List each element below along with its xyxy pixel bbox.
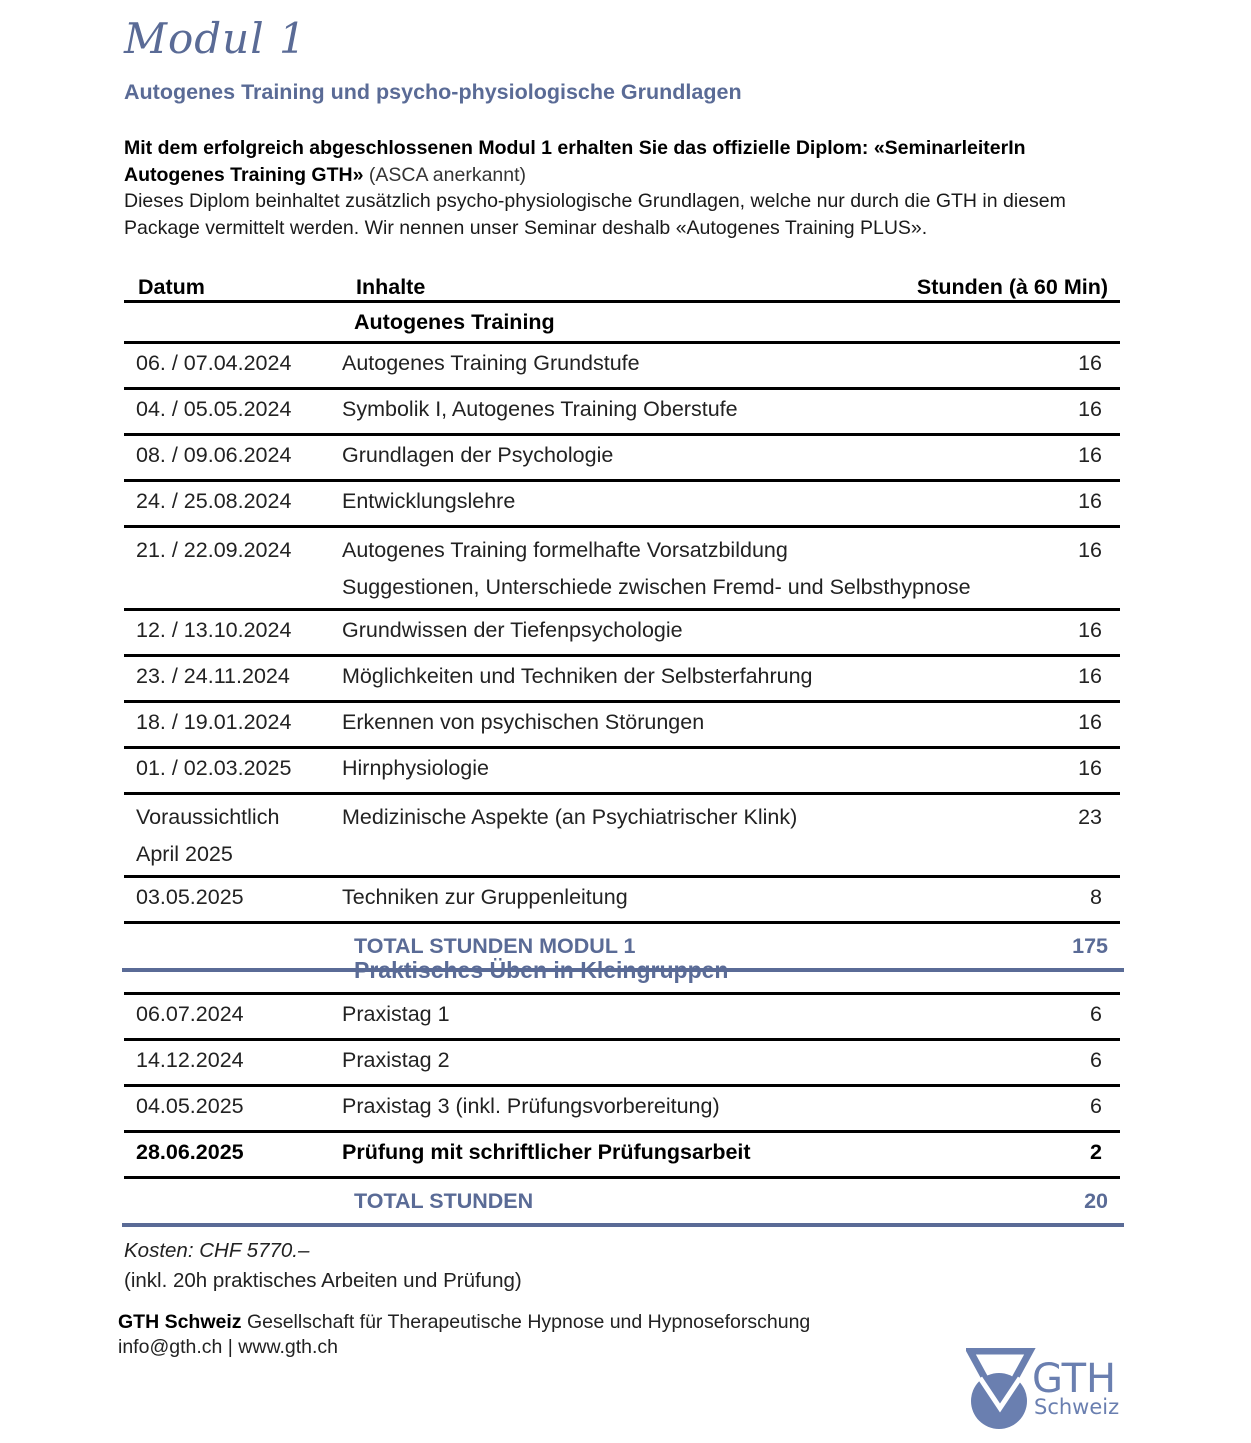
table-row (124, 436, 1120, 482)
row-date (124, 799, 342, 873)
row-content: Praxistag 2 (342, 1048, 450, 1072)
module-table (124, 270, 1120, 972)
page-title: Modul 1 (124, 14, 307, 63)
row-hours: 2 (1090, 1140, 1102, 1164)
website-link[interactable]: www.gth.ch (238, 1336, 338, 1358)
row-content: Techniken zur Gruppenleitung (342, 885, 628, 909)
row-hours: 16 (1078, 618, 1102, 642)
org-short-name: GTH Schweiz (118, 1311, 242, 1333)
table-row (124, 749, 1120, 795)
row-content: Grundlagen der Psychologie (342, 443, 614, 467)
row-hours: 16 (1078, 489, 1102, 513)
total-row-practice (122, 1179, 1124, 1227)
org-full-name: Gesellschaft für Therapeutische Hypnose und Hypnoseforschung (246, 1311, 811, 1333)
row-content: Autogenes Training Grundstufe (342, 351, 640, 375)
row-hours: 16 (1078, 538, 1102, 562)
row-date: 06.07.2024 (136, 1002, 244, 1026)
row-date: 14.12.2024 (136, 1048, 244, 1072)
row-date-line-2: April 2025 (136, 842, 233, 866)
table-row (124, 795, 1120, 878)
price: Kosten: CHF 5770.– (124, 1239, 310, 1262)
table-row (124, 878, 1120, 924)
diploma-description: Dieses Diplom beinhaltet zusätzlich psycho-physiologische Grundlagen, welche nur durch die GTH in diesem Package vermittelt werden. Wir nennen unser Seminar deshalb «Autogenes Training PLUS». (124, 190, 1066, 239)
total-value: 20 (1084, 1188, 1108, 1213)
footer (118, 1310, 810, 1360)
row-hours: 8 (1090, 885, 1102, 909)
section-heading: Praktisches Üben in Kleingruppen (354, 956, 729, 983)
row-hours: 6 (1090, 1094, 1102, 1118)
row-date-line-1: Voraussichtlich (136, 805, 280, 829)
row-date: 28.06.2025 (136, 1140, 244, 1164)
section-heading: Autogenes Training (354, 309, 555, 334)
total-label: TOTAL STUNDEN MODUL 1 (354, 933, 636, 958)
row-content: Entwicklungslehre (342, 489, 516, 513)
row-date: 12. / 13.10.2024 (136, 618, 292, 642)
table-row (124, 1087, 1120, 1133)
row-hours: 16 (1078, 664, 1102, 688)
row-content: Erkennen von psychischen Störungen (342, 710, 705, 734)
table-row (124, 344, 1120, 390)
table-row (124, 528, 1120, 611)
column-header-content: Inhalte (356, 275, 426, 299)
asca-recognition: (ASCA anerkannt) (368, 163, 527, 186)
row-content: Hirnphysiologie (342, 756, 489, 780)
table-row (124, 657, 1120, 703)
intro-paragraph (124, 135, 1124, 241)
table-row (124, 611, 1120, 657)
row-content (342, 532, 1000, 606)
separator: | (227, 1336, 233, 1358)
row-content-line-1: Autogenes Training formelhafte Vorsatzbildung (342, 538, 788, 562)
logo-text-main: GTH (1032, 1356, 1117, 1402)
total-label: TOTAL STUNDEN (354, 1188, 534, 1213)
row-content: Grundwissen der Tiefenpsychologie (342, 618, 683, 642)
costs-block (124, 1236, 522, 1296)
practice-table (124, 948, 1120, 1227)
row-hours: 6 (1090, 1048, 1102, 1072)
row-date: 04. / 05.05.2024 (136, 397, 292, 421)
row-date: 03.05.2025 (136, 885, 244, 909)
page-subtitle: Autogenes Training und psycho-physiologische Grundlagen (124, 80, 742, 104)
row-hours: 16 (1078, 397, 1102, 421)
gth-logo (966, 1348, 1126, 1433)
row-date: 04.05.2025 (136, 1094, 244, 1118)
table-row-exam (124, 1133, 1120, 1179)
row-hours: 16 (1078, 351, 1102, 375)
column-header-hours: Stunden (à 60 Min) (916, 275, 1108, 299)
row-content: Medizinische Aspekte (an Psychiatrischer Klink) (342, 805, 798, 829)
row-hours: 16 (1078, 710, 1102, 734)
row-hours: 16 (1078, 443, 1102, 467)
row-date: 06. / 07.04.2024 (136, 351, 292, 375)
row-hours: 23 (1078, 805, 1102, 829)
table-row (124, 482, 1120, 528)
row-content: Prüfung mit schriftlicher Prüfungsarbeit (342, 1140, 751, 1164)
row-hours: 16 (1078, 756, 1102, 780)
row-date: 21. / 22.09.2024 (136, 538, 292, 562)
price-note: (inkl. 20h praktisches Arbeiten und Prüfung) (124, 1269, 522, 1292)
section-heading-row (124, 303, 1120, 344)
gth-logo-icon (966, 1348, 1126, 1433)
total-value: 175 (1072, 933, 1108, 958)
row-date: 01. / 02.03.2025 (136, 756, 292, 780)
row-content: Praxistag 3 (inkl. Prüfungsvorbereitung) (342, 1094, 720, 1118)
table-row (124, 1041, 1120, 1087)
row-content-line-2: Suggestionen, Unterschiede zwischen Fremd- und Selbsthypnose (342, 575, 971, 599)
logo-text-sub: Schweiz (1034, 1395, 1120, 1419)
email-link[interactable]: info@gth.ch (118, 1336, 223, 1358)
table-row (124, 703, 1120, 749)
diploma-statement: Mit dem erfolgreich abgeschlossenen Modul 1 erhalten Sie das offizielle Diplom: «SeminarleiterIn Autogenes Training GTH» (124, 137, 1026, 186)
row-hours: 6 (1090, 1002, 1102, 1026)
row-date: 24. / 25.08.2024 (136, 489, 292, 513)
row-date: 18. / 19.01.2024 (136, 710, 292, 734)
row-content: Symbolik I, Autogenes Training Oberstufe (342, 397, 738, 421)
section-heading-row (124, 948, 1120, 995)
row-content: Möglichkeiten und Techniken der Selbsterfahrung (342, 664, 813, 688)
row-date: 08. / 09.06.2024 (136, 443, 292, 467)
row-date: 23. / 24.11.2024 (136, 664, 290, 688)
table-row (124, 390, 1120, 436)
row-content: Praxistag 1 (342, 1002, 450, 1026)
table-header (124, 270, 1120, 303)
table-row (124, 995, 1120, 1041)
column-header-date: Datum (138, 275, 205, 299)
